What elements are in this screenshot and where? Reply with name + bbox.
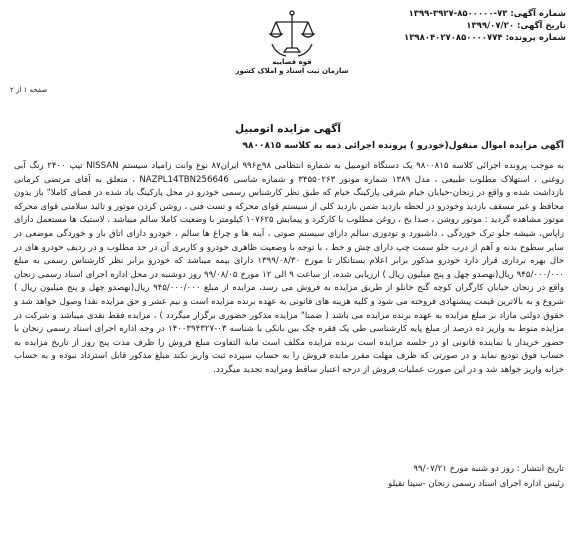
org-caption (228, 58, 356, 76)
signature: رئیس اداره اجرای اسناد رسمی زنجان -سینا تقیلو (388, 479, 564, 489)
notice-meta (376, 8, 566, 44)
notice-body: به موجب پرونده اجرائی کلاسه ۹۸۰۰۸۱۵ یک دستگاه اتومبیل به شماره انتظامی ۹۸ج۹۹۶ ایران۸۷ نوع وانت زامیاد سیستم NISSAN تیپ ۲۴۰۰ رنگ آبی روغنی ، استهلاک مطلوب طبیعی ، مدل ۱۳۸۹ شماره موتور ۳۴۵۵۰۲۶۳ و شماره شاسی NAZPL14TBN256646 ، متعلق به آقای مرتضی کرمانی بازداشت شده و واقع در زنجان-خیابان خیام شرقی پارکینگ خیام که طبق نظر کارشناس رسمی خودرو در محل پارکینگ یاد شده در فضای کاملا" باز بدون محافظ و غیر مسقف بازدید وخودرو در لحظه بازدید ضمن بازدید کلی از سیستم قوای محرکه و تست فنی ، روشن کردن موتور و تائید سلامتی قوای محرکه موتور مشاهده گردید : موتور روشن ، صدا یخ ، روغن مطلوب با کارکرد و پیمایش ۱۰۷۶۲۵ کیلومتر با وضعیت کاملا سالم میباشد ، لاستیک ها مستعمل دارای زاپاس، شیشه جلو ترک خوردگی ، داشبورد و تودوزی سالم دارای سیستم صوتی ، آینه ها و چراغ ها سالم ، خودرو دارای اتاق بار و خوردگی موضعی در سایر سطوح بدنه و آهم از درب جلو سمت چپ دارای چش و خط ، با توجه با وضعیت ظاهری خودرو و کاربری آن در حد مطلوب و در ردیف خودرو های در حال بهره برداری قرار دارد خودرو مذکور برابر اعلام بستانکار تا مورخ ۱۳۹۹/۰۸/۳۰ دارای بیمه میباشد که خودرو برابر نظر کارشناس رسمی به مبلغ ۹۴۵/۰۰۰/۰۰۰ ریال(نهصدو چهل و پنج میلیون ریال ) ارزیابی شده، از ساعت ۹ الی ۱۲ مورخ ۹۹/۰۸/۰۵ روز دوشنبه در محل اداره اجرای اسناد رسمی زنجان واقع در زنجان خیابان کارگران کوچه گنج خانلو از طریق مزایده به فروش می رسد، مزایده از مبلغ ۹۴۵/۰۰۰/۰۰۰ ریال(نهصدو چهل و پنج میلیون ریال ) شروع و به بالاترین قیمت پیشنهادی فروخته می شود و کلیه هزینه های قانونی به عهده برنده مزایده است و نیم عشر و حق مزایده نقدا وصول خواهد شد و حقوق دولتی مازاد بر مبلغ مزایده به عهده برنده مزایده می باشد ( ضمنا" مزایده مذکور حضوری برگزار میگردد ) ، مزایده فقط نقدی میباشد و شرکت در مزایده منوط به واریز ده درصد از مبلغ پایه کارشناسی طی یک فقره چک بین بانکی با شناسه ۰۳-۱۴۰۰۳۹۴۳۲۷ در وجه اداره اجرای اسناد رسمی زنجان با حضور خریدار یا نماینده قانونی او در جلسه مزایده است برنده مزایده مکلف است مابه التفاوت مبلغ فروش را ظرف مدت پنج روز از تاریخ مزایده به حساب فوق تودیع نماید و در صورتی که ظرف مهلت مقرر مانده فروش را به حساب سپرده ثبت واریز نکند مبلغ مذکور قابل استرداد نبوده و به حساب خزانه واریز خواهد شد و در این صورت عملیات فروش از درجه اعتبار ساقط ومزایده تجدید میگردد. (14, 161, 565, 375)
publish-date: تاریخ انتشار : روز دو شنبه مورخ ۹۹/۰۷/۲۱ (413, 464, 564, 474)
notice-number: شماره آگهی: ۷۳-۸۵۰۰۰۰۰-۳۹۲۷-۱۳۹۹ (408, 9, 566, 19)
org-name: قوه قضاییه (272, 58, 312, 66)
case-number: شماره پرونده: ۱۳۹۸۰۴۰۲۷۰۸۵۰۰۰۰۷۷۴ (404, 33, 566, 43)
notice-title: آگهی مزایده اتومبیل (235, 123, 341, 135)
org-subname: سازمان ثبت اسناد و املاک کشور (235, 67, 349, 75)
notice-subtitle: آگهی مزایده اموال منقول(خودرو ) پرونده اجرائی ذمه به کلاسه ۹۸۰۰۸۱۵ (242, 141, 564, 151)
notice-footer (14, 462, 564, 492)
page-count: صفحه ۱ از ۲ (10, 86, 48, 94)
notice-date: تاریخ آگهی: ۱۳۹۹/۰۷/۲۰ (466, 21, 566, 31)
